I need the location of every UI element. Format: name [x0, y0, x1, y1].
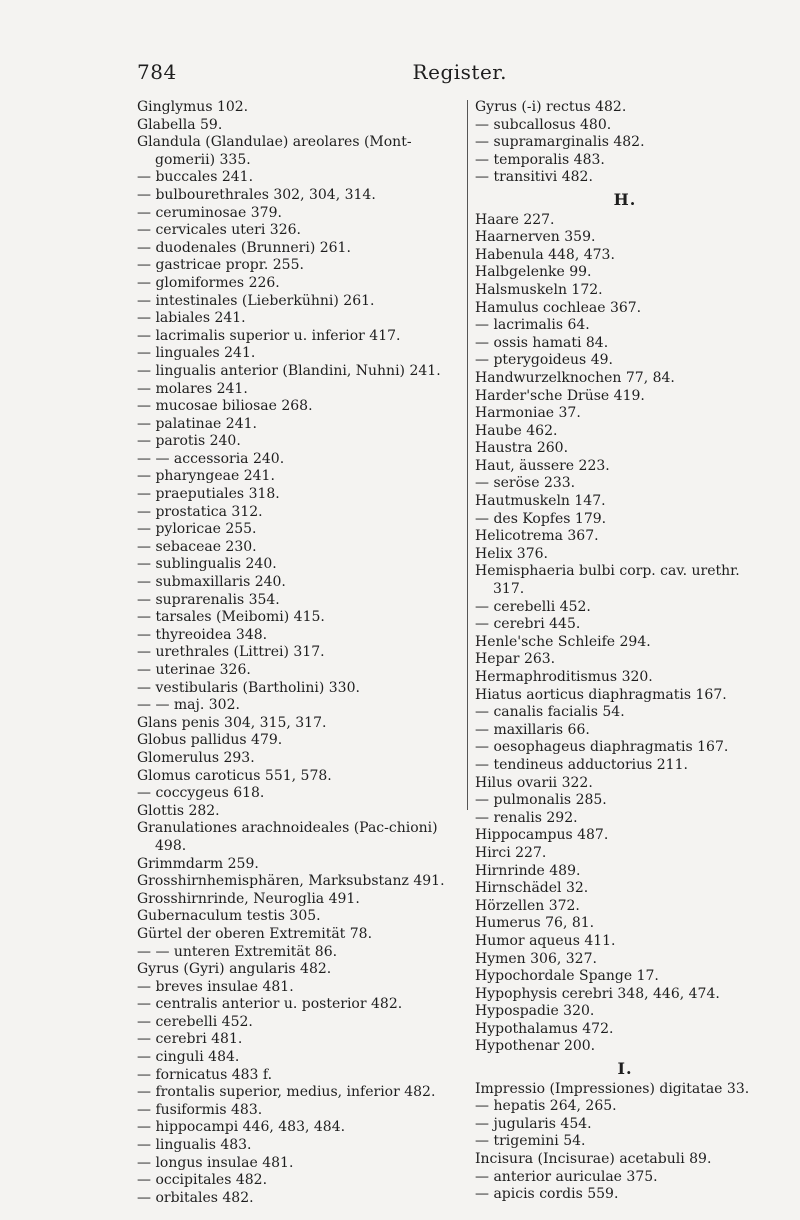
index-entry: Glomus caroticus 551, 578. [137, 767, 332, 784]
index-entry: — tendineus adductorius 211. [475, 756, 688, 773]
index-entry: Incisura (Incisurae) acetabuli 89. [475, 1151, 712, 1168]
index-column-right [475, 99, 775, 1204]
section-heading-h: H. [613, 189, 637, 209]
index-entry: — lingualis anterior (Blandini, Nuhni) 241. [137, 362, 441, 379]
section-g-continued [475, 99, 775, 187]
section-heading-i: I. [617, 1059, 633, 1079]
index-entry: Grosshirnhemisphären, Marksubstanz 491. [137, 873, 445, 890]
index-entry: Ginglymus 102. [137, 99, 249, 115]
index-entry: — fornicatus 483 f. [137, 1066, 273, 1083]
index-entry: — uterinae 326. [137, 662, 251, 678]
index-entry: — sebaceae 230. [137, 538, 257, 555]
index-entry: — bulbourethrales 302, 304, 314. [137, 186, 376, 203]
index-entry: Gürtel der oberen Extremität 78. [137, 925, 373, 942]
index-entry: — suprarenalis 354. [137, 591, 280, 608]
index-entry: — coccygeus 618. [137, 785, 265, 802]
index-entry: — praeputiales 318. [137, 486, 280, 503]
index-entry: Grosshirnrinde, Neuroglia 491. [137, 890, 360, 907]
index-entry: Helix 376. [475, 545, 548, 562]
index-entry: — oesophageus diaphragmatis 167. [475, 739, 729, 756]
index-entry: Glottis 282. [137, 802, 220, 819]
index-entry: Handwurzelknochen 77, 84. [475, 369, 675, 386]
index-entry: Hirci 227. [475, 844, 547, 861]
index-entry: — glomiformes 226. [137, 274, 280, 291]
index-entry: — cerebelli 452. [137, 1013, 253, 1030]
index-entry: — orbitales 482. [137, 1189, 254, 1206]
index-entry: — anterior auriculae 375. [475, 1168, 658, 1185]
index-entry: Hiatus aorticus diaphragmatis 167. [475, 686, 727, 703]
index-entry: Helicotrema 367. [475, 528, 599, 545]
index-entry: — occipitales 482. [137, 1172, 268, 1189]
section-i [475, 1081, 775, 1204]
index-entry: Henle'sche Schleife 294. [475, 633, 651, 650]
index-entry: — ceruminosae 379. [137, 204, 282, 221]
index-entry: — frontalis superior, medius, inferior 482. [137, 1084, 436, 1101]
index-entry: — supramarginalis 482. [475, 134, 645, 151]
index-entry: Hamulus cochleae 367. [475, 299, 642, 316]
running-title: Register. [412, 60, 507, 84]
index-entry: Gyrus (Gyri) angularis 482. [137, 961, 332, 978]
index-entry: — longus insulae 481. [137, 1154, 294, 1171]
index-entry: Gyrus (-i) rectus 482. [475, 99, 627, 115]
index-entry: Impressio (Impressiones) digitatae 33. [475, 1080, 750, 1097]
column-divider [467, 100, 468, 810]
index-entry: Humerus 76, 81. [475, 915, 595, 932]
index-entry: Gubernaculum testis 305. [137, 908, 321, 925]
index-entry: Hypospadie 320. [475, 1003, 595, 1020]
index-entry: Haut, äussere 223. [475, 457, 610, 474]
index-entry: Haare 227. [475, 211, 555, 228]
index-entry: Grimmdarm 259. [137, 855, 259, 872]
index-entry: — parotis 240. [137, 433, 241, 450]
index-entry: Hermaphroditismus 320. [475, 669, 653, 685]
index-entry: Hippocampus 487. [475, 827, 609, 844]
index-entry: — pyloricae 255. [137, 521, 257, 538]
index-entry: — molares 241. [137, 380, 248, 397]
index-entry: Hypochordale Spange 17. [475, 968, 659, 985]
index-entry: Glomerulus 293. [137, 749, 255, 766]
page-header [137, 60, 507, 94]
index-entry: Harmoniae 37. [475, 405, 581, 422]
index-entry: Hymen 306, 327. [475, 950, 597, 967]
index-entry: Humor aqueus 411. [475, 932, 616, 949]
index-entry: — prostatica 312. [137, 503, 263, 520]
index-entry: Globus pallidus 479. [137, 732, 283, 749]
index-entry: — thyreoidea 348. [137, 626, 268, 643]
index-entry: — hepatis 264, 265. [475, 1098, 617, 1115]
index-entry: Hypophysis cerebri 348, 446, 474. [475, 985, 720, 1002]
index-entry: — transitivi 482. [475, 169, 593, 186]
section-h [475, 212, 775, 1057]
index-entry: — renalis 292. [475, 809, 578, 826]
index-entry: Hypothenar 200. [475, 1038, 596, 1055]
index-entry: — cerebelli 452. [475, 598, 591, 615]
index-entry: — hippocampi 446, 483, 484. [137, 1119, 346, 1136]
index-entry: — — unteren Extremität 86. [137, 943, 338, 960]
index-entry: — jugularis 454. [475, 1115, 592, 1132]
index-entry: Hörzellen 372. [475, 897, 580, 914]
index-entry: — des Kopfes 179. [475, 510, 607, 527]
index-entry: — gastricae propr. 255. [137, 257, 304, 274]
index-entry: Hepar 263. [475, 651, 556, 668]
index-entry: Hautmuskeln 147. [475, 493, 606, 510]
index-entry: — subcallosus 480. [475, 116, 612, 133]
index-entry: — breves insulae 481. [137, 978, 294, 995]
index-entry: — — accessoria 240. [137, 450, 285, 467]
index-entry: — ossis hamati 84. [475, 334, 609, 351]
index-entry: Hilus ovarii 322. [475, 774, 593, 791]
index-entry: — sublingualis 240. [137, 556, 277, 573]
index-entry: — trigemini 54. [475, 1133, 586, 1150]
index-entry: — canalis facialis 54. [475, 704, 625, 721]
index-entry: — cinguli 484. [137, 1049, 240, 1066]
index-entry: Glabella 59. [137, 116, 223, 133]
index-column-left [137, 99, 457, 1207]
index-entry: — intestinales (Lieberkühni) 261. [137, 292, 375, 309]
index-entry: — tarsales (Meibomi) 415. [137, 609, 325, 626]
index-entry: Halsmuskeln 172. [475, 281, 603, 298]
index-entry: Haube 462. [475, 422, 558, 439]
index-entry: — seröse 233. [475, 475, 576, 492]
page-number: 784 [137, 60, 177, 84]
index-entry: — temporalis 483. [475, 151, 605, 168]
index-entry: — palatinae 241. [137, 415, 257, 432]
index-entry: — duodenales (Brunneri) 261. [137, 239, 351, 256]
index-entry: Hirnschädel 32. [475, 880, 589, 897]
index-entry: — cerebri 481. [137, 1031, 243, 1048]
index-entry: — centralis anterior u. posterior 482. [137, 996, 403, 1013]
index-entry: — mucosae biliosae 268. [137, 398, 313, 415]
index-entry: Haarnerven 359. [475, 229, 596, 246]
index-entry: Hypothalamus 472. [475, 1020, 614, 1037]
index-entry: Glans penis 304, 315, 317. [137, 714, 327, 731]
index-entry: — lacrimalis 64. [475, 317, 590, 334]
index-entry: — linguales 241. [137, 345, 256, 362]
index-entry: Hemisphaeria bulbi corp. cav. urethr. 317. [475, 563, 740, 598]
index-entry: — pterygoideus 49. [475, 352, 613, 369]
index-entry: — pharyngeae 241. [137, 468, 275, 485]
index-entry: — vestibularis (Bartholini) 330. [137, 679, 360, 696]
index-entry: — labiales 241. [137, 310, 246, 327]
index-entry: — maxillaris 66. [475, 721, 590, 738]
index-entry: — cervicales uteri 326. [137, 222, 301, 239]
index-entry: — fusiformis 483. [137, 1101, 263, 1118]
index-entry: Hirnrinde 489. [475, 862, 581, 879]
index-entry: — lingualis 483. [137, 1137, 252, 1154]
index-entry: Glandula (Glandulae) areolares (Mont-gomerii) 335. [137, 134, 412, 168]
index-entry: Haustra 260. [475, 440, 569, 457]
index-entry: Harder'sche Drüse 419. [475, 387, 645, 404]
index-entry: — apicis cordis 559. [475, 1186, 619, 1203]
index-entry: Halbgelenke 99. [475, 264, 592, 281]
index-entry: — cerebri 445. [475, 616, 581, 633]
index-entry: — buccales 241. [137, 169, 254, 186]
index-entry: — urethrales (Littrei) 317. [137, 644, 325, 661]
index-entry: — pulmonalis 285. [475, 792, 607, 809]
index-entry: — lacrimalis superior u. inferior 417. [137, 327, 401, 344]
index-entry: Granulationes arachnoideales (Pac-chioni) 498. [137, 820, 438, 854]
index-entry: Habenula 448, 473. [475, 246, 615, 263]
index-entry: — — maj. 302. [137, 697, 240, 714]
index-entry: — submaxillaris 240. [137, 574, 286, 591]
